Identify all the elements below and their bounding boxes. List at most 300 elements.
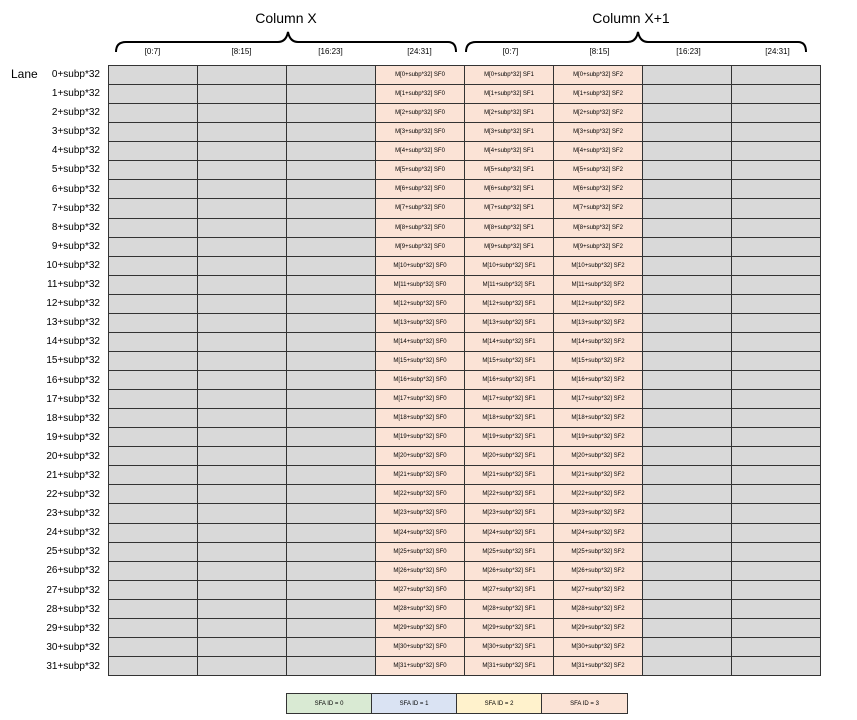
empty-cell [643,447,731,465]
empty-cell [109,447,197,465]
scale-factor-cell: M[12+subp*32] SF1 [465,295,553,313]
empty-cell [109,371,197,389]
empty-cell [732,85,820,103]
scale-factor-cell: M[27+subp*32] SF1 [465,581,553,599]
lane-row-label: 15+subp*32 [46,355,100,367]
empty-cell [732,257,820,275]
lane-row-label: 4+subp*32 [51,145,100,157]
lane-row-label: 27+subp*32 [46,584,100,596]
lane-row-label: 23+subp*32 [46,508,100,520]
empty-cell [198,504,286,522]
scale-factor-cell: M[28+subp*32] SF0 [376,600,464,618]
empty-cell [198,619,286,637]
scale-factor-cell: M[19+subp*32] SF2 [554,428,642,446]
empty-cell [287,619,375,637]
empty-cell [287,238,375,256]
sfa-legend [286,693,628,714]
empty-cell [643,371,731,389]
scale-factor-cell: M[24+subp*32] SF0 [376,524,464,542]
scale-factor-cell: M[26+subp*32] SF0 [376,562,464,580]
scale-factor-cell: M[16+subp*32] SF2 [554,371,642,389]
scale-factor-cell: M[22+subp*32] SF1 [465,485,553,503]
empty-cell [287,295,375,313]
empty-cell [109,409,197,427]
empty-cell [643,180,731,198]
empty-cell [198,85,286,103]
scale-factor-cell: M[2+subp*32] SF2 [554,104,642,122]
scale-factor-cell: M[4+subp*32] SF2 [554,142,642,160]
empty-cell [732,504,820,522]
scale-factor-cell: M[4+subp*32] SF1 [465,142,553,160]
legend-item: SFA ID = 2 [457,694,542,713]
empty-cell [732,638,820,656]
scale-factor-cell: M[7+subp*32] SF1 [465,199,553,217]
scale-factor-cell: M[14+subp*32] SF1 [465,333,553,351]
empty-cell [198,352,286,370]
scale-factor-cell: M[1+subp*32] SF1 [465,85,553,103]
lane-row-label: 9+subp*32 [51,240,100,252]
empty-cell [109,485,197,503]
empty-cell [287,180,375,198]
empty-cell [643,562,731,580]
empty-cell [109,161,197,179]
empty-cell [109,199,197,217]
empty-cell [198,485,286,503]
lane-row-label: 24+subp*32 [46,527,100,539]
empty-cell [732,466,820,484]
empty-cell [643,409,731,427]
scale-factor-cell: M[18+subp*32] SF2 [554,409,642,427]
empty-cell [287,276,375,294]
scale-factor-cell: M[1+subp*32] SF0 [376,85,464,103]
byte-range-label: [24:31] [407,47,432,56]
scale-factor-cell: M[2+subp*32] SF1 [465,104,553,122]
empty-cell [109,619,197,637]
byte-range-label: [8:15] [589,47,610,56]
scale-factor-cell: M[8+subp*32] SF0 [376,219,464,237]
empty-cell [198,543,286,561]
empty-cell [109,123,197,141]
empty-cell [287,409,375,427]
lane-row-label: 13+subp*32 [46,317,100,329]
legend-item: SFA ID = 1 [372,694,457,713]
scale-factor-cell: M[30+subp*32] SF1 [465,638,553,656]
empty-cell [198,66,286,84]
scale-factor-cell: M[1+subp*32] SF2 [554,85,642,103]
scale-factor-cell: M[22+subp*32] SF0 [376,485,464,503]
empty-cell [287,314,375,332]
lane-row-label: 19+subp*32 [46,431,100,443]
scale-factor-cell: M[15+subp*32] SF2 [554,352,642,370]
empty-cell [198,581,286,599]
empty-cell [109,276,197,294]
empty-cell [287,123,375,141]
empty-cell [643,104,731,122]
scale-factor-cell: M[26+subp*32] SF1 [465,562,553,580]
scale-factor-cell: M[0+subp*32] SF2 [554,66,642,84]
scale-factor-cell: M[13+subp*32] SF2 [554,314,642,332]
lane-row-label: 30+subp*32 [46,641,100,653]
empty-cell [287,390,375,408]
empty-cell [643,619,731,637]
lane-row-label: 14+subp*32 [46,336,100,348]
empty-cell [643,85,731,103]
empty-cell [109,428,197,446]
empty-cell [732,219,820,237]
empty-cell [732,428,820,446]
empty-cell [287,371,375,389]
lane-label: Lane [11,67,38,81]
scale-factor-cell: M[25+subp*32] SF0 [376,543,464,561]
scale-factor-cell: M[25+subp*32] SF2 [554,543,642,561]
empty-cell [643,504,731,522]
scale-factor-cell: M[6+subp*32] SF2 [554,180,642,198]
scale-factor-cell: M[4+subp*32] SF0 [376,142,464,160]
empty-cell [732,104,820,122]
scale-factor-cell: M[23+subp*32] SF0 [376,504,464,522]
empty-cell [109,352,197,370]
empty-cell [198,180,286,198]
empty-cell [287,428,375,446]
empty-cell [109,142,197,160]
scale-factor-cell: M[29+subp*32] SF1 [465,619,553,637]
empty-cell [732,314,820,332]
empty-cell [198,199,286,217]
scale-factor-cell: M[20+subp*32] SF1 [465,447,553,465]
scale-factor-cell: M[9+subp*32] SF0 [376,238,464,256]
lane-row-label: 0+subp*32 [51,69,100,80]
empty-cell [732,180,820,198]
lane-row-label: 6+subp*32 [51,183,100,195]
lane-row-label: 2+subp*32 [51,107,100,119]
byte-range-label: [0:7] [502,47,519,56]
empty-cell [287,142,375,160]
scale-factor-cell: M[17+subp*32] SF2 [554,390,642,408]
lane-row-label: 8+subp*32 [51,221,100,233]
empty-cell [287,504,375,522]
scale-factor-cell: M[15+subp*32] SF1 [465,352,553,370]
empty-cell [287,219,375,237]
empty-cell [109,524,197,542]
scale-factor-cell: M[21+subp*32] SF2 [554,466,642,484]
lane-row-label: 22+subp*32 [46,489,100,501]
empty-cell [109,295,197,313]
empty-cell [643,543,731,561]
empty-cell [287,562,375,580]
empty-cell [198,428,286,446]
lane-row-label: 26+subp*32 [46,565,100,577]
lane-row-label: 1+subp*32 [51,88,100,100]
empty-cell [198,466,286,484]
empty-cell [732,543,820,561]
scale-factor-cell: M[7+subp*32] SF0 [376,199,464,217]
empty-cell [643,485,731,503]
empty-cell [109,638,197,656]
empty-cell [198,238,286,256]
empty-cell [732,390,820,408]
empty-cell [732,238,820,256]
scale-factor-cell: M[21+subp*32] SF1 [465,466,553,484]
scale-factor-cell: M[3+subp*32] SF1 [465,123,553,141]
byte-range-label: [8:15] [231,47,252,56]
empty-cell [287,352,375,370]
empty-cell [732,485,820,503]
empty-cell [732,619,820,637]
scale-factor-cell: M[17+subp*32] SF0 [376,390,464,408]
empty-cell [198,524,286,542]
lane-row-label: 16+subp*32 [46,374,100,386]
empty-cell [732,524,820,542]
scale-factor-cell: M[12+subp*32] SF0 [376,295,464,313]
empty-cell [643,66,731,84]
empty-cell [198,333,286,351]
empty-cell [109,104,197,122]
lane-row-label: 11+subp*32 [47,279,100,291]
scale-factor-cell: M[9+subp*32] SF2 [554,238,642,256]
scale-factor-cell: M[2+subp*32] SF0 [376,104,464,122]
scale-factor-cell: M[26+subp*32] SF2 [554,562,642,580]
scale-factor-cell: M[8+subp*32] SF1 [465,219,553,237]
empty-cell [643,657,731,675]
empty-cell [109,219,197,237]
empty-cell [732,562,820,580]
empty-cell [287,447,375,465]
empty-cell [287,638,375,656]
empty-cell [109,314,197,332]
scale-factor-cell: M[31+subp*32] SF2 [554,657,642,675]
empty-cell [287,543,375,561]
register-grid [108,65,821,676]
empty-cell [109,562,197,580]
empty-cell [732,295,820,313]
scale-factor-cell: M[31+subp*32] SF1 [465,657,553,675]
scale-factor-cell: M[11+subp*32] SF2 [554,276,642,294]
empty-cell [643,600,731,618]
lane-row-label: 18+subp*32 [46,412,100,424]
scale-factor-cell: M[7+subp*32] SF2 [554,199,642,217]
empty-cell [732,199,820,217]
column-x-title: Column X [255,10,317,26]
empty-cell [732,66,820,84]
empty-cell [643,295,731,313]
empty-cell [287,104,375,122]
empty-cell [643,352,731,370]
empty-cell [732,276,820,294]
empty-cell [109,581,197,599]
lane-row-label: 31+subp*32 [46,660,100,672]
empty-cell [287,466,375,484]
empty-cell [732,581,820,599]
scale-factor-cell: M[20+subp*32] SF0 [376,447,464,465]
lane-row-label: 3+subp*32 [51,126,100,138]
byte-range-label: [16:23] [676,47,701,56]
empty-cell [198,123,286,141]
empty-cell [732,447,820,465]
scale-factor-cell: M[5+subp*32] SF0 [376,161,464,179]
empty-cell [643,524,731,542]
empty-cell [287,199,375,217]
scale-factor-cell: M[24+subp*32] SF2 [554,524,642,542]
empty-cell [732,600,820,618]
empty-cell [287,524,375,542]
scale-factor-cell: M[23+subp*32] SF1 [465,504,553,522]
empty-cell [198,257,286,275]
empty-cell [198,562,286,580]
empty-cell [109,257,197,275]
empty-cell [287,600,375,618]
scale-factor-cell: M[8+subp*32] SF2 [554,219,642,237]
empty-cell [643,161,731,179]
scale-factor-cell: M[6+subp*32] SF1 [465,180,553,198]
legend-item: SFA ID = 0 [287,694,372,713]
empty-cell [198,161,286,179]
empty-cell [643,581,731,599]
empty-cell [732,409,820,427]
empty-cell [109,66,197,84]
lane-row-label: 12+subp*32 [46,298,100,310]
scale-factor-cell: M[28+subp*32] SF2 [554,600,642,618]
empty-cell [287,257,375,275]
empty-cell [643,257,731,275]
scale-factor-cell: M[17+subp*32] SF1 [465,390,553,408]
empty-cell [643,314,731,332]
empty-cell [287,657,375,675]
scale-factor-cell: M[29+subp*32] SF2 [554,619,642,637]
scale-factor-cell: M[28+subp*32] SF1 [465,600,553,618]
scale-factor-cell: M[10+subp*32] SF0 [376,257,464,275]
scale-factor-cell: M[14+subp*32] SF2 [554,333,642,351]
scale-factor-cell: M[18+subp*32] SF0 [376,409,464,427]
scale-factor-cell: M[30+subp*32] SF2 [554,638,642,656]
scale-factor-cell: M[21+subp*32] SF0 [376,466,464,484]
lane-row-label: 17+subp*32 [46,393,100,405]
empty-cell [109,85,197,103]
lane-row-label: 7+subp*32 [51,202,100,214]
empty-cell [643,238,731,256]
empty-cell [198,104,286,122]
empty-cell [287,85,375,103]
empty-cell [198,219,286,237]
empty-cell [643,276,731,294]
empty-cell [287,333,375,351]
lane-row-label: 29+subp*32 [46,622,100,634]
lane-row-label: 20+subp*32 [46,450,100,462]
scale-factor-cell: M[12+subp*32] SF2 [554,295,642,313]
empty-cell [643,199,731,217]
empty-cell [643,123,731,141]
empty-cell [643,638,731,656]
empty-cell [732,161,820,179]
byte-range-label: [16:23] [318,47,343,56]
scale-factor-cell: M[19+subp*32] SF1 [465,428,553,446]
scale-factor-cell: M[27+subp*32] SF0 [376,581,464,599]
empty-cell [198,447,286,465]
empty-cell [643,142,731,160]
column-x1-title: Column X+1 [592,10,670,26]
empty-cell [109,504,197,522]
empty-cell [643,390,731,408]
byte-range-label: [0:7] [144,47,161,56]
empty-cell [287,581,375,599]
empty-cell [109,390,197,408]
scale-factor-cell: M[19+subp*32] SF0 [376,428,464,446]
empty-cell [198,390,286,408]
lane-row-label: 28+subp*32 [46,603,100,615]
empty-cell [198,371,286,389]
scale-factor-cell: M[9+subp*32] SF1 [465,238,553,256]
empty-cell [198,409,286,427]
empty-cell [109,543,197,561]
empty-cell [732,333,820,351]
scale-factor-cell: M[11+subp*32] SF0 [376,276,464,294]
scale-factor-cell: M[23+subp*32] SF2 [554,504,642,522]
empty-cell [198,314,286,332]
lane-row-label: 10+subp*32 [46,259,100,271]
scale-factor-cell: M[31+subp*32] SF0 [376,657,464,675]
scale-factor-cell: M[11+subp*32] SF1 [465,276,553,294]
empty-cell [287,161,375,179]
scale-factor-cell: M[0+subp*32] SF1 [465,66,553,84]
empty-cell [198,638,286,656]
empty-cell [732,371,820,389]
scale-factor-cell: M[30+subp*32] SF0 [376,638,464,656]
scale-factor-cell: M[13+subp*32] SF0 [376,314,464,332]
scale-factor-cell: M[24+subp*32] SF1 [465,524,553,542]
scale-factor-cell: M[27+subp*32] SF2 [554,581,642,599]
lane-row-label: 21+subp*32 [46,469,100,481]
scale-factor-cell: M[25+subp*32] SF1 [465,543,553,561]
empty-cell [643,219,731,237]
empty-cell [287,66,375,84]
scale-factor-cell: M[15+subp*32] SF0 [376,352,464,370]
empty-cell [109,238,197,256]
scale-factor-cell: M[18+subp*32] SF1 [465,409,553,427]
scale-factor-cell: M[10+subp*32] SF2 [554,257,642,275]
empty-cell [109,333,197,351]
scale-factor-cell: M[3+subp*32] SF2 [554,123,642,141]
byte-range-label: [24:31] [765,47,790,56]
scale-factor-cell: M[29+subp*32] SF0 [376,619,464,637]
empty-cell [287,485,375,503]
scale-factor-cell: M[13+subp*32] SF1 [465,314,553,332]
scale-factor-cell: M[10+subp*32] SF1 [465,257,553,275]
empty-cell [643,428,731,446]
scale-factor-cell: M[20+subp*32] SF2 [554,447,642,465]
empty-cell [198,276,286,294]
empty-cell [198,142,286,160]
lane-row-label: 25+subp*32 [46,546,100,558]
empty-cell [643,466,731,484]
empty-cell [109,180,197,198]
scale-factor-cell: M[14+subp*32] SF0 [376,333,464,351]
scale-factor-cell: M[0+subp*32] SF0 [376,66,464,84]
empty-cell [732,657,820,675]
lane-row-label: 5+subp*32 [51,164,100,176]
scale-factor-cell: M[5+subp*32] SF1 [465,161,553,179]
empty-cell [109,657,197,675]
scale-factor-cell: M[6+subp*32] SF0 [376,180,464,198]
scale-factor-cell: M[16+subp*32] SF1 [465,371,553,389]
scale-factor-cell: M[22+subp*32] SF2 [554,485,642,503]
scale-factor-cell: M[16+subp*32] SF0 [376,371,464,389]
scale-factor-cell: M[5+subp*32] SF2 [554,161,642,179]
legend-item: SFA ID = 3 [542,694,627,713]
empty-cell [643,333,731,351]
empty-cell [198,657,286,675]
empty-cell [198,600,286,618]
empty-cell [732,123,820,141]
empty-cell [109,466,197,484]
